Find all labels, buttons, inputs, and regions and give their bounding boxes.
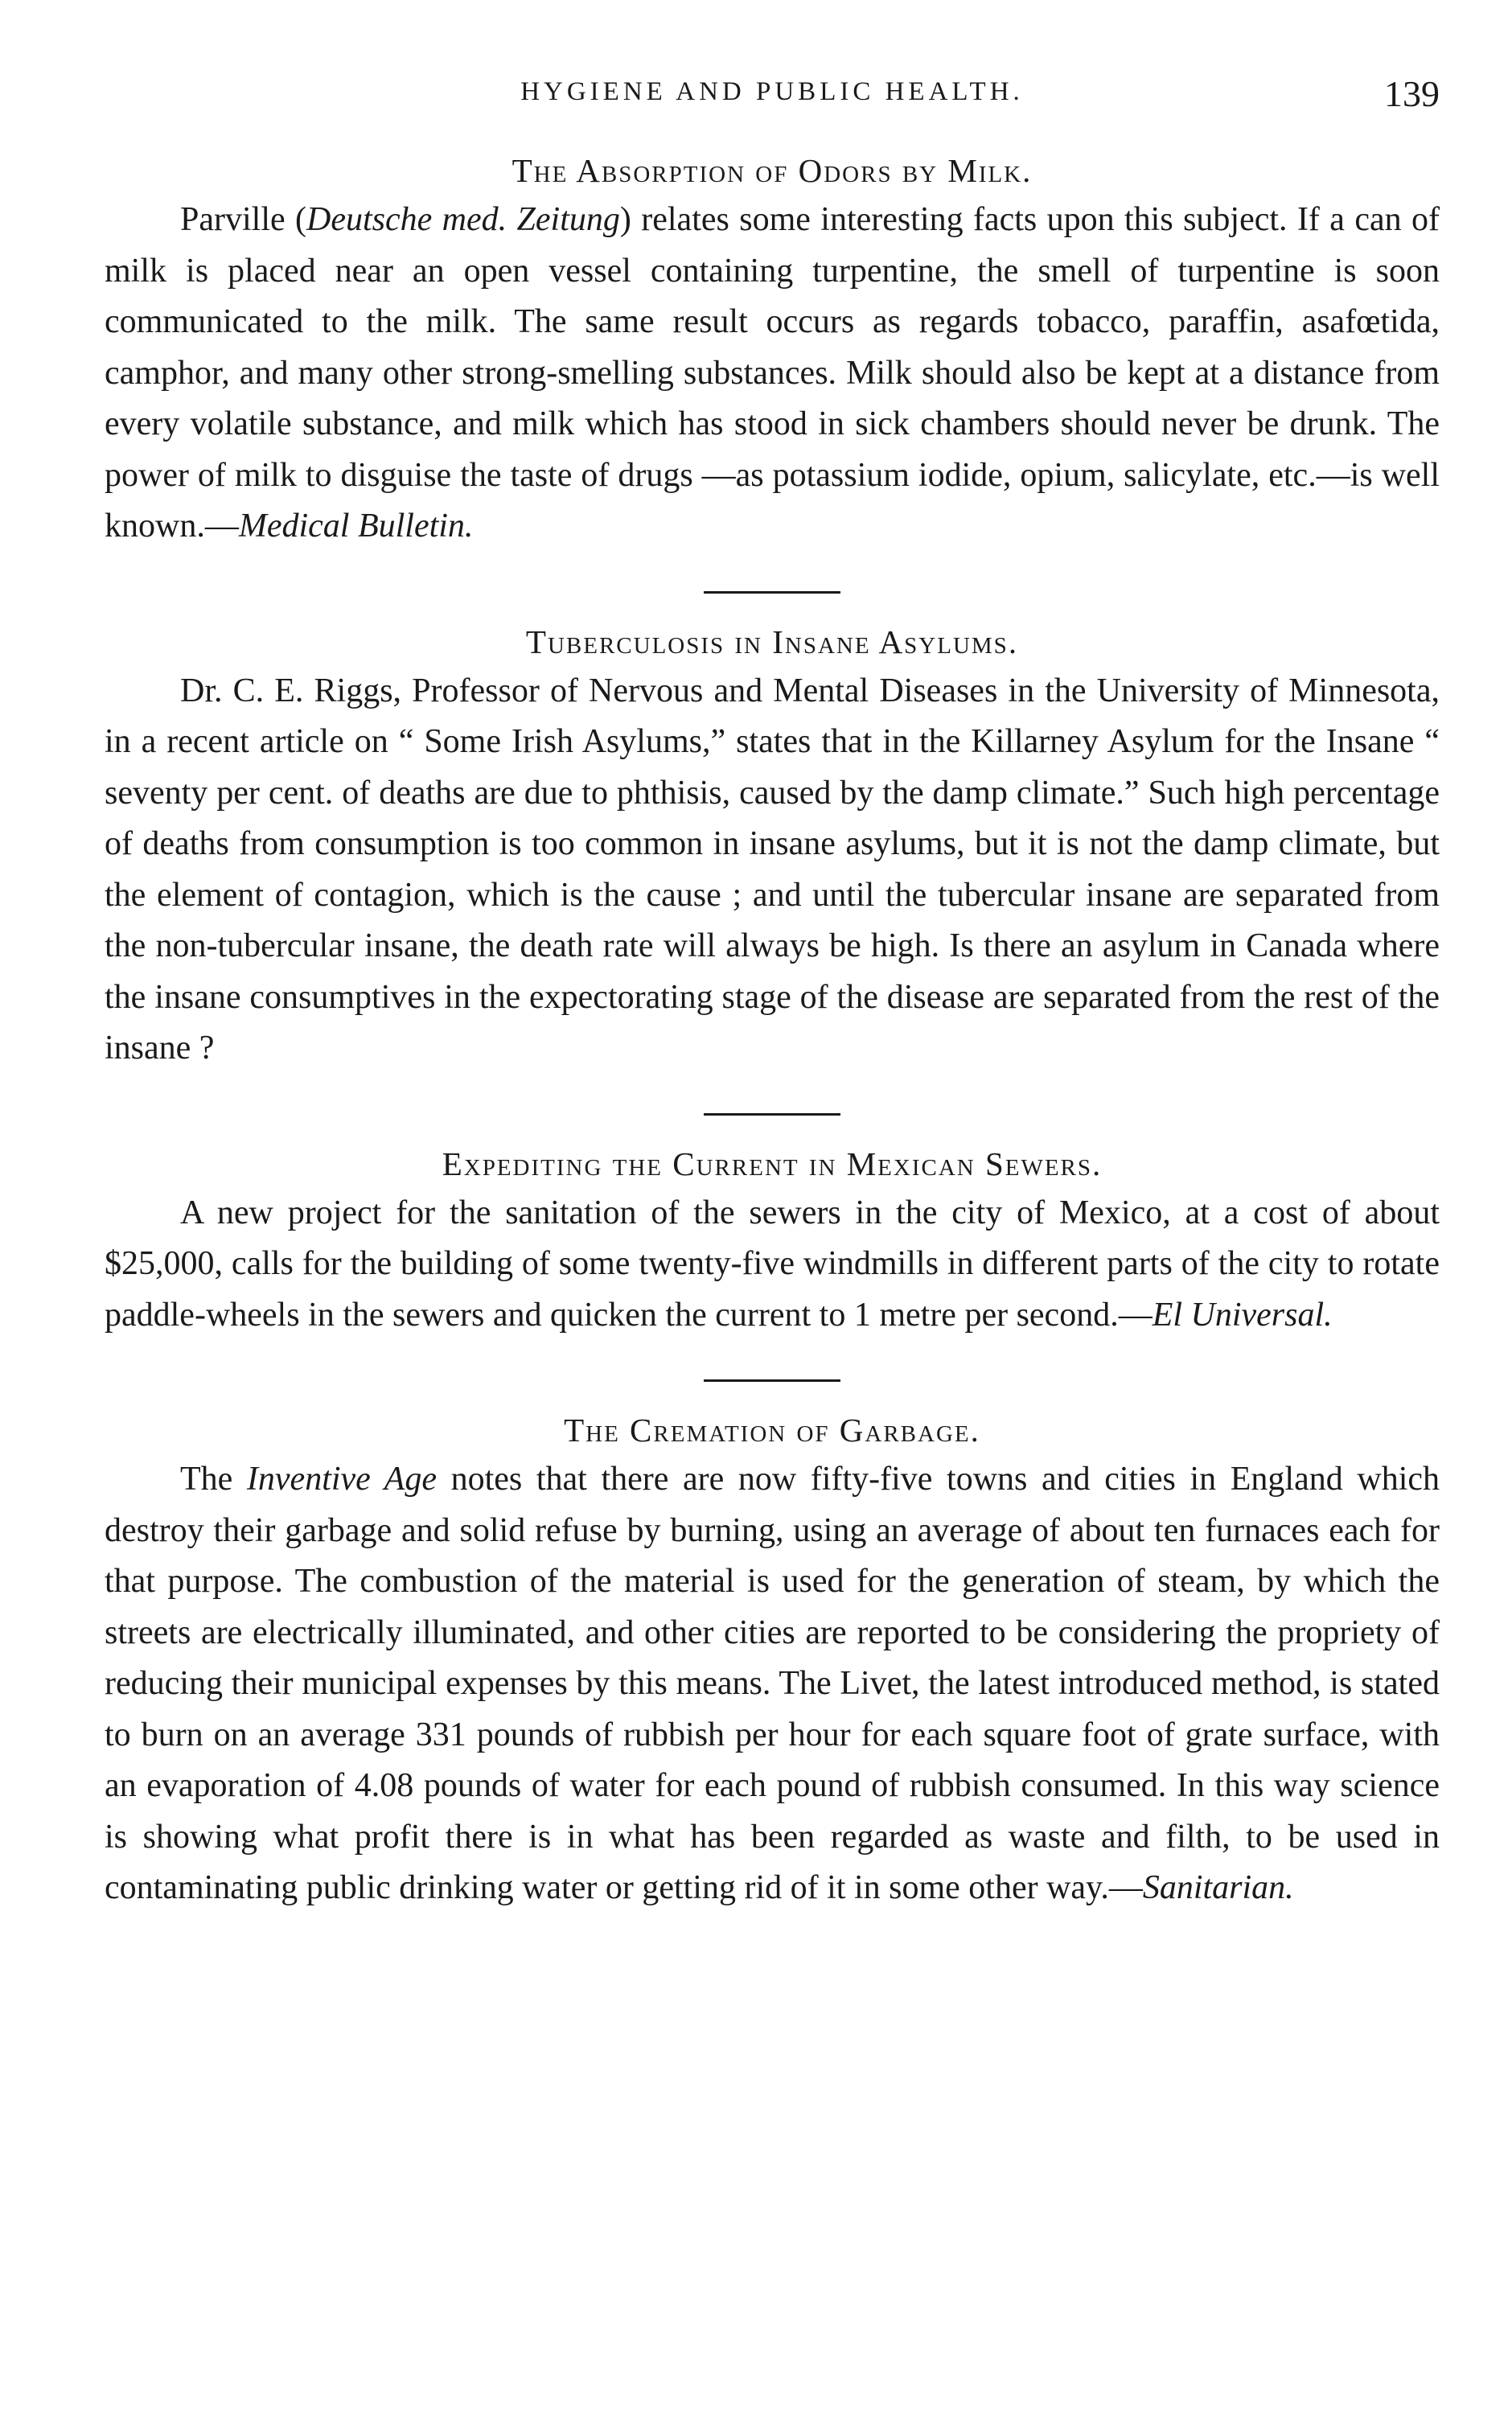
article-body: Dr. C. E. Riggs, Professor of Nervous and Mental Diseases in the University of Minnesota, in a recent article on “ Some Irish Asylums,” states that in the Killarney Asylum for the Insane “ seventy per cent. of deaths are due to phthisis, caused by the damp climate.” Such high percentage of deaths from consumption is too common in insane asylums, but it is not the damp climate, but the element of contagion, which is the cause ; and until the tubercular insane are separated from the non-tubercular insane, the death rate will always be high. Is there an asylum in Canada where the insane consumptives in the expectorating stage of the disease are separated from the rest of the insane ?: [105, 672, 1440, 1067]
running-head: [105, 72, 1440, 137]
source-citation: El Universal.: [1152, 1296, 1333, 1334]
article-heading: Expediting the Current in Mexican Sewers.: [442, 1145, 1103, 1182]
article-mexican-sewers: [105, 1145, 1440, 1342]
article-heading: The Cremation of Garbage.: [564, 1412, 980, 1449]
section-divider: [704, 1113, 840, 1116]
cited-journal: Deutsche med. Zeitung: [306, 201, 620, 238]
cited-journal: Inventive Age: [246, 1461, 437, 1498]
article-cremation-of-garbage: [105, 1411, 1440, 1914]
article-heading: Tuberculosis in Insane Asylums.: [525, 623, 1019, 660]
running-title: HYGIENE AND PUBLIC HEALTH.: [520, 77, 1024, 106]
source-citation: Medical Bulletin.: [238, 508, 474, 545]
section-divider: [704, 1379, 840, 1382]
body-text: ) relates some interesting facts upon this subject. If a can of milk is placed near an open vessel containing turpentine, the smell of turpentine is soon communicated to the milk. The same result occurs as regards tobacco, paraffin, asafœtida, camphor, and many other strong-smelling substances. Milk should also be kept at a distance from every volatile substance, and milk which has stood in sick chambers should never be drunk. The power of milk to disguise the taste of drugs —as potassium iodide, opium, salicylate, etc.—is well known.—: [105, 201, 1440, 545]
source-citation: Sanitarian.: [1142, 1869, 1294, 1906]
article-heading: The Absorption of Odors by Milk.: [512, 152, 1033, 189]
section-divider: [704, 591, 840, 594]
article-body: [105, 1454, 1440, 1914]
body-text: notes that there are now fifty-five towns and cities in England which destroy their garbage and solid refuse by burning, using an average of about ten furnaces each for that purpose. The combustion of the material is used for the generation of steam, by which the streets are electrically illuminated, and other cities are reported to be considering the propriety of reducing their municipal expenses by this means. The Livet, the latest introduced method, is stated to burn on an average 331 pounds of rubbish per hour for each square foot of grate surface, with an evaporation of 4.08 pounds of water for each pound of rubbish consumed. In this way science is showing what profit there is in what has been regarded as waste and filth, to be used in contaminating public drinking water or getting rid of it in some other way.—: [105, 1461, 1440, 1906]
article-body: [105, 195, 1440, 553]
page-number: 139: [1384, 73, 1440, 114]
book-page: [105, 72, 1440, 1914]
body-text: A new project for the sanitation of the sewers in the city of Mexico, at a cost of about $25,000, calls for the building of some twenty-five windmills in different parts of the city to rotate paddle-wheels in the sewers and quicken the current to 1 metre per second.—: [105, 1194, 1440, 1334]
article-absorption-of-odors: [105, 151, 1440, 553]
body-text: Parville (: [180, 201, 307, 238]
article-body: [105, 1188, 1440, 1342]
body-text: The: [180, 1461, 247, 1498]
article-tuberculosis-asylums: [105, 623, 1440, 1075]
